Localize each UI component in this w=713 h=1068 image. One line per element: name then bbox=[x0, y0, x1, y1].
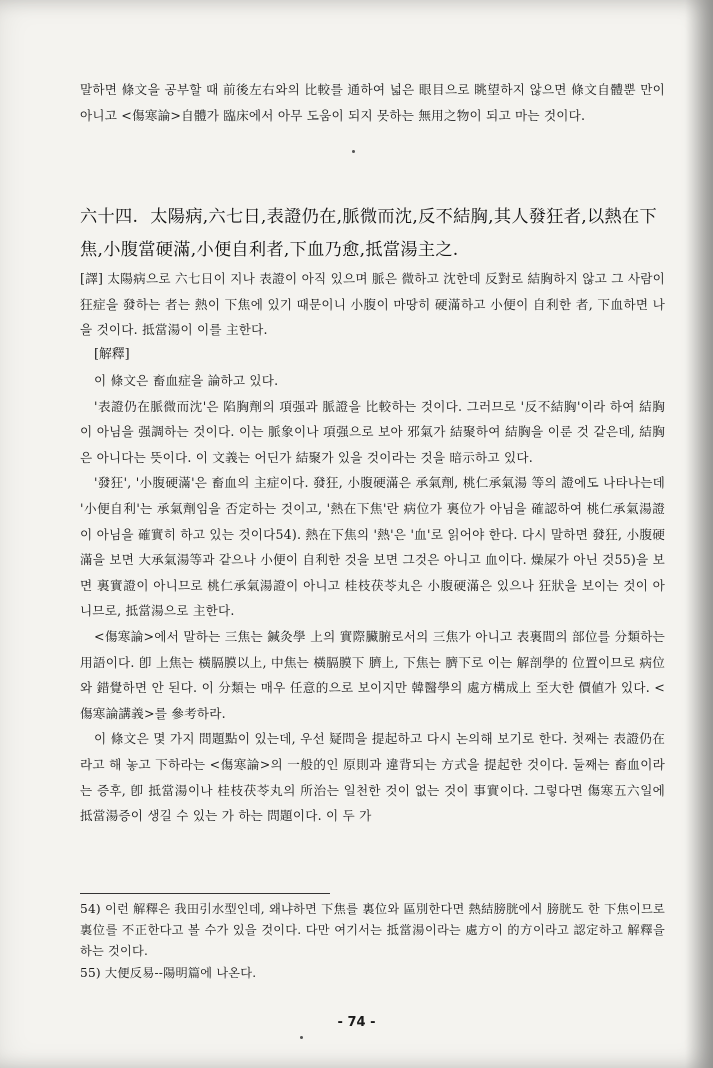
scan-speck bbox=[300, 1036, 303, 1039]
footnote-54: 54) 이런 解釋은 我田引水型인데, 왜냐하면 下焦를 裏位와 區別한다면 熱結膀胱에서 膀胱도 한 下焦이므로 裏位를 不正한다고 볼 수가 있을 것이다. 다만 여기서는 抵當湯이라는 處方이 的方이라고 認定하고 解釋을 하는 것이다. bbox=[80, 902, 665, 959]
translation-text: [譯] 太陽病으로 六七日이 지나 表證이 아직 있으며 脈은 微하고 沈한데 反對로 結胸하지 않고 그 사람이 狂症을 發하는 者는 熱이 下焦에 있기 때문이니 小腹이 마땅히 硬滿하고 小便이 自利한 者, 下血하면 나을 것이다. 抵當湯이 이를 主한다. bbox=[80, 271, 665, 338]
footnote-divider bbox=[80, 893, 330, 894]
scan-speck bbox=[352, 150, 355, 153]
commentary-section bbox=[80, 368, 665, 829]
commentary-paragraph: <傷寒論>에서 말하는 三焦는 鍼灸學 上의 實際臟腑로서의 三焦가 아니고 表裏間의 部位를 分類하는 用語이다. 卽 上焦는 橫膈膜以上, 中焦는 橫膈膜下 臍上, 下焦는 臍下로 이는 解剖學的 位置이므로 病位와 錯覺하면 안 된다. 이 分類는 매우 任意的으로 보이지만 韓醫學의 處方構成上 至大한 價値가 있다. <傷寒論講義>를 參考하라. bbox=[80, 628, 665, 721]
footnotes bbox=[80, 899, 665, 984]
article-number: 六十四. bbox=[80, 207, 139, 227]
article-text: 太陽病,六七日,表證仍在,脈微而沈,反不結胸,其人發狂者,以熱在下焦,小腹當硬滿,小便自利者,下血乃愈,抵當湯主之. bbox=[80, 207, 657, 260]
commentary-paragraph: '表證仍在脈微而沈'은 陷胸劑의 項强과 脈證을 比較하는 것이다. 그러므로 '反不結胸'이라 하여 結胸이 아님을 强調하는 것이다. 이는 脈象이나 項强으로 보아 邪氣가 結聚하여 結胸을 이룬 것 같은데, 結胸은 아니다는 뜻이다. 이 文義는 어딘가 結聚가 있을 것이라는 것을 暗示하고 있다. bbox=[80, 398, 665, 465]
page-number: - 74 - bbox=[337, 1015, 376, 1030]
intro-paragraph bbox=[80, 77, 665, 128]
commentary-paragraph: '發狂', '小腹硬滿'은 畜血의 主症이다. 發狂, 小腹硬滿은 承氣劑, 桃仁承氣湯 等의 證에도 나타나는데 '小便自利'는 承氣劑임을 否定하는 것이고, '熱在下焦'란 病位가 裏位가 아님을 確認하여 桃仁承氣湯證이 아님을 確實히 하고 있는 것이다54). 熱在下焦의 '熱'은 '血'로 읽어야 한다. 다시 말하면 發狂, 小腹硬滿을 보면 大承氣湯等과 같으나 小便이 自利한 것을 보면 그것은 아니고 血이다. 燥屎가 아닌 것55)을 보면 裏實證이 아니므로 桃仁承氣湯證이 아니고 桂枝茯苓丸은 小腹硬滿은 있으나 狂狀을 보이는 것이 아니므로, 抵當湯으로 主한다. bbox=[80, 475, 665, 619]
page-edge-shadow bbox=[685, 0, 713, 1068]
commentary-heading: [解釋] bbox=[94, 347, 130, 362]
commentary-paragraph: 이 條文은 畜血症을 論하고 있다. bbox=[94, 373, 279, 388]
footnote-55: 55) 大便反易--陽明篇에 나온다. bbox=[80, 965, 257, 980]
article-64 bbox=[80, 201, 670, 267]
translation-paragraph bbox=[80, 266, 665, 343]
intro-text: 말하면 條文을 공부할 때 前後左右와의 比較를 通하여 넓은 眼目으로 眺望하지 않으면 條文自體뿐 만이 아니고 <傷寒論>自體가 臨床에서 아무 도움이 되지 못하는 無用之物이 되고 마는 것이다. bbox=[80, 82, 665, 123]
commentary-paragraph: 이 條文은 몇 가지 問題點이 있는데, 우선 疑問을 提起하고 다시 논의해 보기로 한다. 첫째는 表證仍在라고 해 놓고 下하라는 <傷寒論>의 一般的인 原則과 違背되는 方式을 提起한 것이다. 둘째는 畜血이라는 증후, 卽 抵當湯이나 桂枝茯苓丸의 所治는 일천한 것이 없는 것이 事實이다. 그렇다면 傷寒五六일에 抵當湯증이 생길 수 있는 가 하는 問題이다. 이 두 가 bbox=[80, 731, 665, 824]
